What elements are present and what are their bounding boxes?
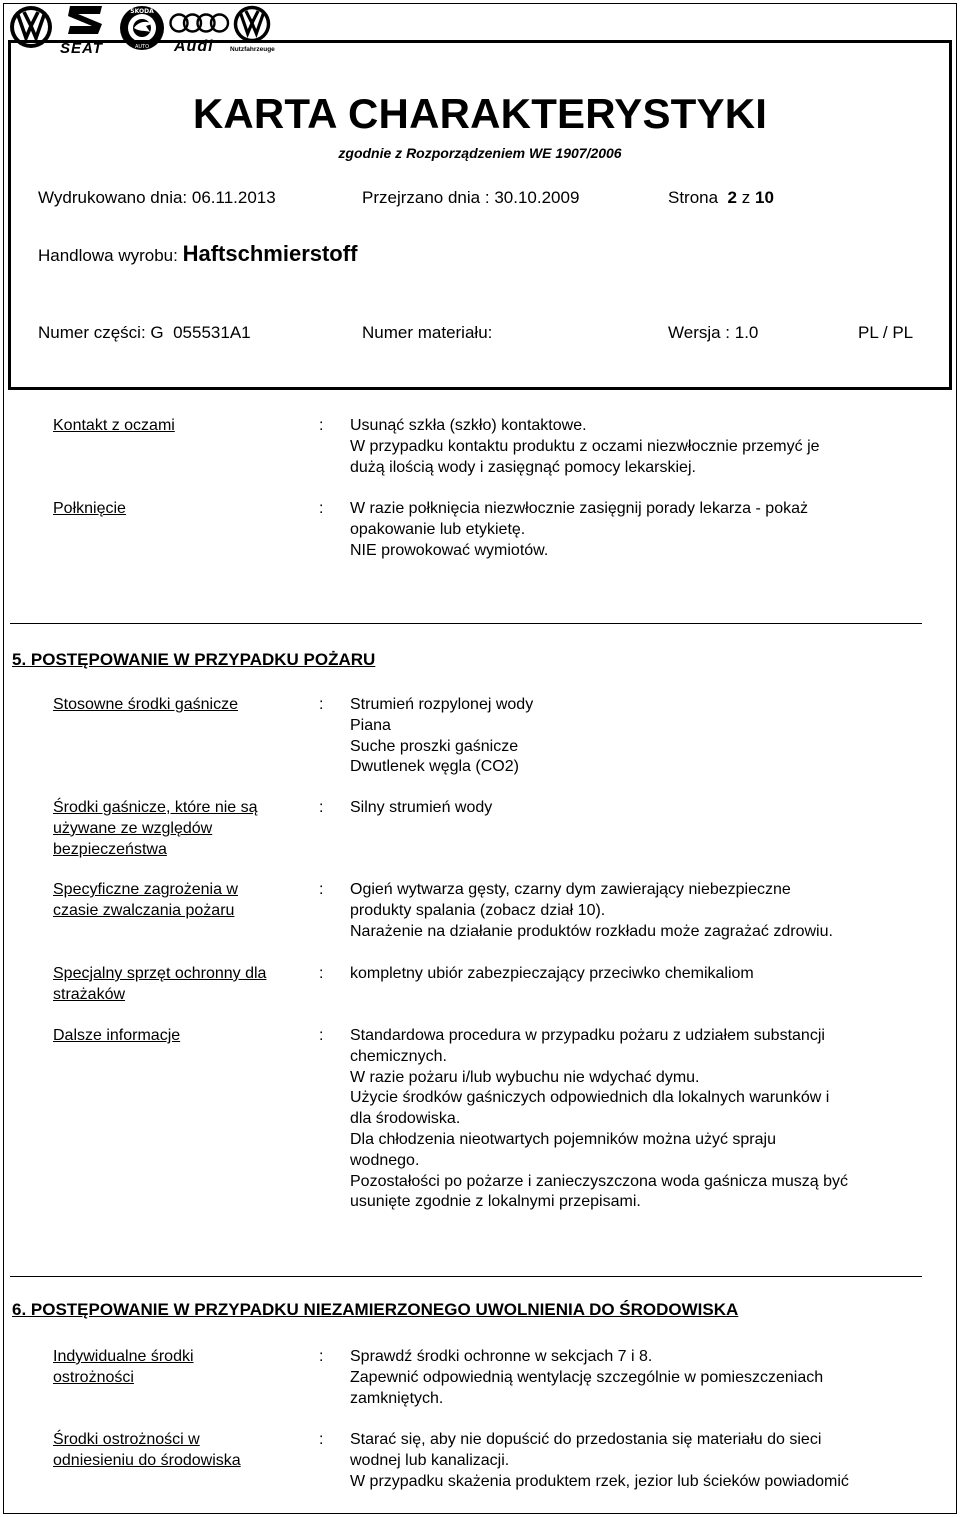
reviewed-date-value: 30.10.2009 — [494, 188, 580, 207]
reviewed-date-field — [362, 188, 579, 208]
section-divider — [10, 1276, 922, 1277]
colon: : — [319, 881, 324, 898]
part-number-value: G 055531A1 — [150, 323, 251, 342]
printed-date-value: 06.11.2013 — [191, 188, 276, 207]
seat-s-icon — [58, 2, 114, 38]
language-label: PL / PL — [858, 323, 914, 342]
label-line: Dalsze informacje — [53, 1027, 181, 1044]
label-line: Środki ostrożności w — [53, 1431, 200, 1448]
fire-item-label — [53, 1026, 303, 1047]
text-line: Piana — [350, 716, 391, 734]
document-title: KARTA CHARAKTERYSTYKI — [192, 90, 768, 137]
text-line: chemicznych. — [350, 1047, 447, 1065]
seat-wordmark: SEAT — [60, 40, 103, 57]
release-item-label — [53, 1430, 303, 1472]
text-line: W razie pożaru i/lub wybuchu nie wdychać dymu. — [350, 1068, 700, 1086]
fire-item-text — [350, 880, 940, 942]
trade-name-value: Haftschmierstoff — [182, 241, 358, 266]
text-line: NIE prowokować wymiotów. — [350, 541, 549, 559]
material-number-label: Numer materiału: — [362, 323, 493, 342]
version-label: Wersja : 1.0 — [668, 323, 759, 342]
vw-commercial-icon — [232, 4, 272, 44]
text-line: Silny strumień wody — [350, 799, 493, 816]
text-line: Dwutlenek węgla (CO2) — [350, 758, 519, 776]
text-line: Standardowa procedura w przypadku pożaru z udziałem substancji — [350, 1027, 825, 1044]
colon: : — [319, 417, 324, 434]
svg-text:AUTO: AUTO — [134, 44, 150, 50]
printed-date-field — [38, 188, 276, 208]
colon: : — [319, 1027, 324, 1044]
audi-wordmark: Audi — [174, 38, 214, 55]
text-line: W przypadku skażenia produktem rzek, jezior lub ścieków powiadomić — [350, 1472, 849, 1490]
section-5-heading: 5. POSTĘPOWANIE W PRZYPADKU POŻARU — [12, 650, 376, 669]
page-total: 10 — [754, 188, 774, 207]
trade-name-label: Handlowa wyrobu: — [38, 246, 178, 265]
first-aid-eyes-label: Kontakt z oczami — [53, 417, 175, 434]
text-line: Suche proszki gaśnicze — [350, 737, 519, 755]
label-line: Środki gaśnicze, które nie są — [53, 799, 258, 816]
page-label: Strona — [668, 188, 719, 207]
text-line: W przypadku kontaktu produktu z oczami niezwłocznie przemyć je — [350, 437, 820, 455]
part-number-label: Numer części: — [38, 323, 146, 342]
svg-text:ŠKODA: ŠKODA — [130, 8, 154, 15]
fire-item-text — [350, 695, 940, 778]
fire-item-label — [53, 798, 303, 860]
text-line: Starać się, aby nie dopuścić do przedostania się materiału do sieci — [350, 1431, 822, 1448]
colon: : — [319, 799, 324, 816]
section-6-heading: 6. POSTĘPOWANIE W PRZYPADKU NIEZAMIERZONEGO UWOLNIENIA DO ŚRODOWISKA — [12, 1300, 739, 1319]
label-line: używane ze względów — [53, 819, 213, 837]
text-line: zamkniętych. — [350, 1389, 444, 1407]
fire-item-text — [350, 964, 940, 985]
first-aid-ingestion-label: Połknięcie — [53, 500, 126, 517]
colon: : — [319, 696, 324, 713]
release-item-label — [53, 1347, 303, 1389]
fire-item-label — [53, 695, 303, 716]
release-item-text — [350, 1347, 940, 1409]
label-line: Indywidualne środki — [53, 1348, 194, 1365]
reviewed-date-label: Przejrzano dnia : — [362, 188, 490, 207]
text-line: Sprawdź środki ochronne w sekcjach 7 i 8. — [350, 1348, 653, 1365]
first-aid-eyes-text — [350, 416, 940, 478]
colon: : — [319, 500, 324, 517]
label-line: bezpieczeństwa — [53, 840, 167, 858]
text-line: Strumień rozpylonej wody — [350, 696, 534, 713]
section-divider — [10, 623, 922, 624]
text-line: wodnego. — [350, 1151, 420, 1169]
printed-date-label: Wydrukowano dnia: — [38, 188, 188, 207]
fire-item-label — [53, 964, 303, 1006]
text-line: Użycie środków gaśniczych odpowiednich dla lokalnych warunków i — [350, 1089, 830, 1107]
text-line: wodnej lub kanalizacji. — [350, 1451, 510, 1469]
trade-name-field — [38, 241, 357, 267]
page-current: 2 — [727, 188, 738, 207]
label-line: Specyficzne zagrożenia w — [53, 881, 238, 898]
label-line: Stosowne środki gaśnicze — [53, 696, 238, 713]
document-subtitle: zgodnie z Rozporządzeniem WE 1907/2006 — [338, 145, 622, 161]
text-line: dla środowiska. — [350, 1110, 461, 1128]
page-of: z — [741, 188, 751, 207]
text-line: Usunąć szkła (szkło) kontaktowe. — [350, 417, 587, 434]
text-line: produkty spalania (zobacz dział 10). — [350, 901, 606, 919]
vw-commercial-wordmark: Nutzfahrzeuge — [230, 46, 275, 53]
text-line: Ogień wytwarza gęsty, czarny dym zawierający niebezpieczne — [350, 881, 791, 898]
fire-item-label — [53, 880, 303, 922]
release-item-text — [350, 1430, 940, 1492]
first-aid-ingestion-text — [350, 499, 940, 561]
label-line: ostrożności — [53, 1368, 134, 1386]
text-line: Zapewnić odpowiednią wentylację szczególnie w pomieszczeniach — [350, 1368, 824, 1386]
colon: : — [319, 1348, 324, 1365]
label-line: strażaków — [53, 985, 126, 1003]
label-line: odniesieniu do środowiska — [53, 1451, 241, 1469]
text-line: W razie połknięcia niezwłocznie zasięgnij porady lekarza - pokaż — [350, 500, 808, 517]
audi-rings-icon — [168, 12, 230, 34]
fire-item-text — [350, 798, 940, 819]
colon: : — [319, 1431, 324, 1448]
text-line: Pozostałości po pożarze i zanieczyszczona woda gaśnicza muszą być — [350, 1172, 849, 1190]
part-number-field — [38, 323, 251, 343]
fire-item-text — [350, 1026, 940, 1213]
text-line: opakowanie lub etykietę. — [350, 520, 526, 538]
text-line: Dla chłodzenia nieotwartych pojemników można użyć spraju — [350, 1130, 776, 1148]
text-line: Narażenie na działanie produktów rozkładu może zagrażać zdrowiu. — [350, 922, 833, 940]
label-line: czasie zwalczania pożaru — [53, 901, 235, 919]
page-number-field — [668, 188, 774, 208]
text-line: usunięte zgodnie z lokalnymi przepisami. — [350, 1193, 641, 1211]
text-line: kompletny ubiór zabezpieczający przeciwko chemikaliom — [350, 965, 754, 982]
colon: : — [319, 965, 324, 982]
text-line: dużą ilością wody i zasięgnąć pomocy lekarskiej. — [350, 458, 696, 476]
label-line: Specjalny sprzęt ochronny dla — [53, 965, 267, 982]
